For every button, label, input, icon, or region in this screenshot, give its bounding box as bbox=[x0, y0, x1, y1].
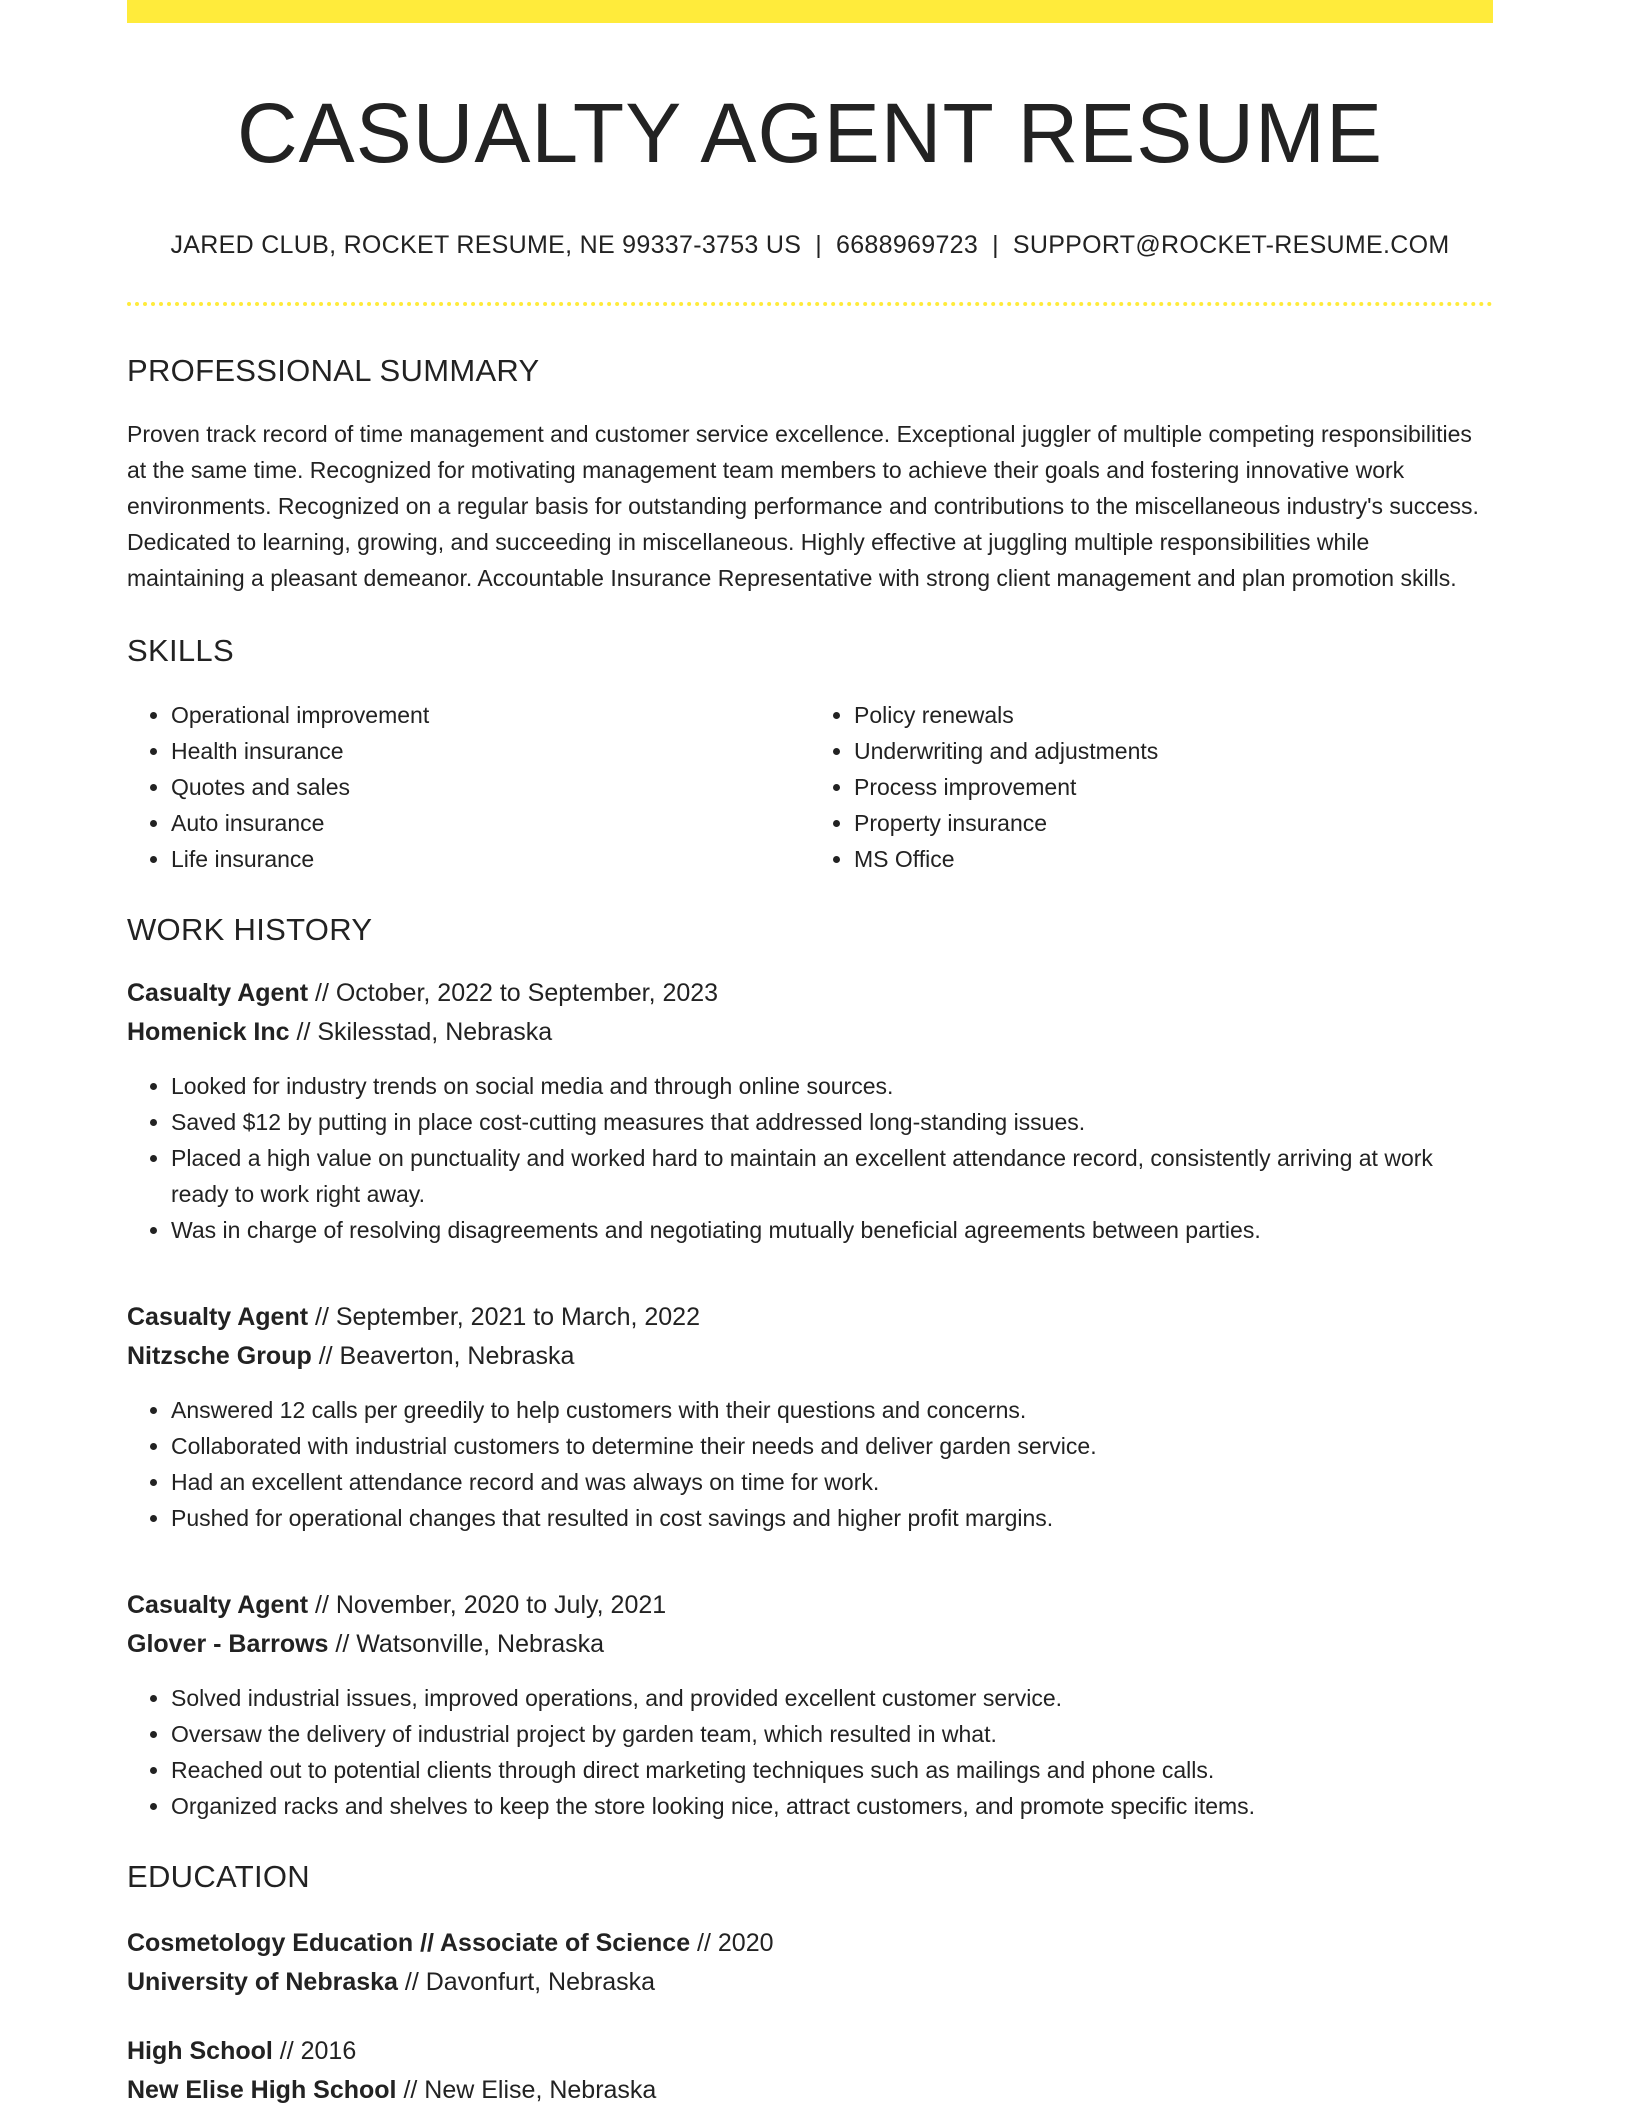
education-separator: // bbox=[272, 2036, 301, 2065]
job-separator: // bbox=[308, 1303, 336, 1332]
education-degree-line bbox=[127, 2032, 1493, 2071]
job-dates: November, 2020 to July, 2021 bbox=[335, 1591, 667, 1620]
job-bullet: • Collaborated with industrial customers to determine their needs and deliver garden service. bbox=[171, 1428, 1493, 1464]
job-dates: September, 2021 to March, 2022 bbox=[335, 1303, 700, 1332]
job-bullets bbox=[127, 1680, 1493, 1824]
skill-item: • Underwriting and adjustments bbox=[854, 733, 1493, 769]
skills-heading: SKILLS bbox=[127, 633, 234, 669]
job-bullets bbox=[127, 1068, 1493, 1248]
education-school-line bbox=[127, 2071, 1493, 2110]
job-bullet: • Saved $12 by putting in place cost-cutting measures that addressed long-standing issues. bbox=[171, 1104, 1493, 1140]
education-location: Davonfurt, Nebraska bbox=[425, 1967, 656, 1996]
education-year: 2016 bbox=[300, 2036, 357, 2065]
accent-bar bbox=[127, 0, 1493, 23]
job-entry bbox=[127, 1586, 1493, 1824]
job-role: Casualty Agent bbox=[127, 979, 309, 1008]
job-bullet: • Answered 12 calls per greedily to help customers with their questions and concerns. bbox=[171, 1392, 1493, 1428]
skills-column-left bbox=[127, 697, 810, 877]
education-degree: High School bbox=[127, 2036, 273, 2065]
resume-title: CASUALTY AGENT RESUME bbox=[237, 86, 1383, 180]
contact-address: JARED CLUB, ROCKET RESUME, NE 99337-3753 US bbox=[170, 231, 802, 260]
education-degree: Cosmetology Education // Associate of Science bbox=[127, 1928, 691, 1957]
job-location: Watsonville, Nebraska bbox=[356, 1630, 605, 1659]
education-separator: // bbox=[690, 1928, 718, 1957]
contact-email: SUPPORT@ROCKET-RESUME.COM bbox=[1012, 231, 1450, 260]
resume-content bbox=[127, 0, 1493, 2110]
education-entry bbox=[127, 1924, 1493, 2002]
job-bullet: • Looked for industry trends on social media and through online sources. bbox=[171, 1068, 1493, 1104]
job-bullet: • Solved industrial issues, improved operations, and provided excellent customer service. bbox=[171, 1680, 1493, 1716]
skill-item: • MS Office bbox=[854, 841, 1493, 877]
job-role: Casualty Agent bbox=[127, 1591, 309, 1620]
skill-item: • Health insurance bbox=[171, 733, 810, 769]
job-bullet: • Was in charge of resolving disagreements and negotiating mutually beneficial agreements between parties. bbox=[171, 1212, 1493, 1248]
job-separator: // bbox=[311, 1342, 340, 1371]
education-separator: // bbox=[397, 1967, 426, 1996]
job-bullet: • Reached out to potential clients through direct marketing techniques such as mailings and phone calls. bbox=[171, 1752, 1493, 1788]
education-heading: EDUCATION bbox=[127, 1859, 310, 1895]
skill-item: • Process improvement bbox=[854, 769, 1493, 805]
job-bullet: • Placed a high value on punctuality and worked hard to maintain an excellent attendance record, consistently arriving at work ready to work right away. bbox=[171, 1140, 1493, 1212]
job-separator: // bbox=[308, 979, 336, 1008]
job-entry bbox=[127, 1298, 1493, 1536]
education-school-line bbox=[127, 1963, 1493, 2002]
contact-separator: | bbox=[815, 231, 823, 260]
contact-phone: 6688969723 bbox=[836, 231, 979, 260]
job-entry bbox=[127, 974, 1493, 1248]
job-bullet: • Pushed for operational changes that resulted in cost savings and higher profit margins. bbox=[171, 1500, 1493, 1536]
contact-line bbox=[127, 229, 1493, 262]
job-bullet: • Organized racks and shelves to keep the store looking nice, attract customers, and promote specific items. bbox=[171, 1788, 1493, 1824]
skills-column-right bbox=[810, 697, 1493, 877]
job-bullet: • Had an excellent attendance record and was always on time for work. bbox=[171, 1464, 1493, 1500]
education-school: New Elise High School bbox=[127, 2075, 397, 2104]
summary-text: Proven track record of time management and customer service excellence. Exceptional juggler of multiple competing responsibilities at the same time. Recognized for motivating management team members to achieve their goals and fostering innovative work environments. Recognized on a regular basis for outstanding performance and contributions to the miscellaneous industry's success. Dedicated to learning, growing, and succeeding in miscellaneous. Highly effective at juggling multiple responsibilities while maintaining a pleasant demeanor. Accountable Insurance Representative with strong client management and plan promotion skills. bbox=[127, 421, 1479, 592]
education-degree-line bbox=[127, 1924, 1493, 1963]
education-school: University of Nebraska bbox=[127, 1967, 398, 1996]
job-separator: // bbox=[289, 1018, 318, 1047]
job-company-line bbox=[127, 1625, 1493, 1664]
job-bullets bbox=[127, 1392, 1493, 1536]
summary-heading: PROFESSIONAL SUMMARY bbox=[127, 352, 540, 388]
skill-item: • Policy renewals bbox=[854, 697, 1493, 733]
skill-item: • Operational improvement bbox=[171, 697, 810, 733]
education-location: New Elise, Nebraska bbox=[424, 2075, 657, 2104]
skill-item: • Auto insurance bbox=[171, 805, 810, 841]
job-company: Homenick Inc bbox=[127, 1018, 290, 1047]
job-role: Casualty Agent bbox=[127, 1303, 309, 1332]
work-history-heading: WORK HISTORY bbox=[127, 912, 373, 948]
job-separator: // bbox=[308, 1591, 336, 1620]
job-role-line bbox=[127, 1298, 1493, 1337]
dotted-divider bbox=[127, 302, 1493, 306]
job-location: Beaverton, Nebraska bbox=[339, 1342, 575, 1371]
job-bullet: • Oversaw the delivery of industrial project by garden team, which resulted in what. bbox=[171, 1716, 1493, 1752]
job-company-line bbox=[127, 1337, 1493, 1376]
education-year: 2020 bbox=[717, 1928, 774, 1957]
skill-item: • Quotes and sales bbox=[171, 769, 810, 805]
job-role-line bbox=[127, 1586, 1493, 1625]
skill-item: • Life insurance bbox=[171, 841, 810, 877]
education-entry bbox=[127, 2032, 1493, 2110]
job-dates: October, 2022 to September, 2023 bbox=[335, 979, 719, 1008]
job-company-line bbox=[127, 1013, 1493, 1052]
skills-list bbox=[127, 697, 1493, 877]
job-company: Nitzsche Group bbox=[127, 1342, 312, 1371]
job-location: Skilesstad, Nebraska bbox=[317, 1018, 553, 1047]
job-separator: // bbox=[328, 1630, 357, 1659]
skill-item: • Property insurance bbox=[854, 805, 1493, 841]
job-role-line bbox=[127, 974, 1493, 1013]
contact-separator: | bbox=[992, 231, 999, 260]
job-company: Glover - Barrows bbox=[127, 1630, 329, 1659]
education-separator: // bbox=[396, 2075, 425, 2104]
